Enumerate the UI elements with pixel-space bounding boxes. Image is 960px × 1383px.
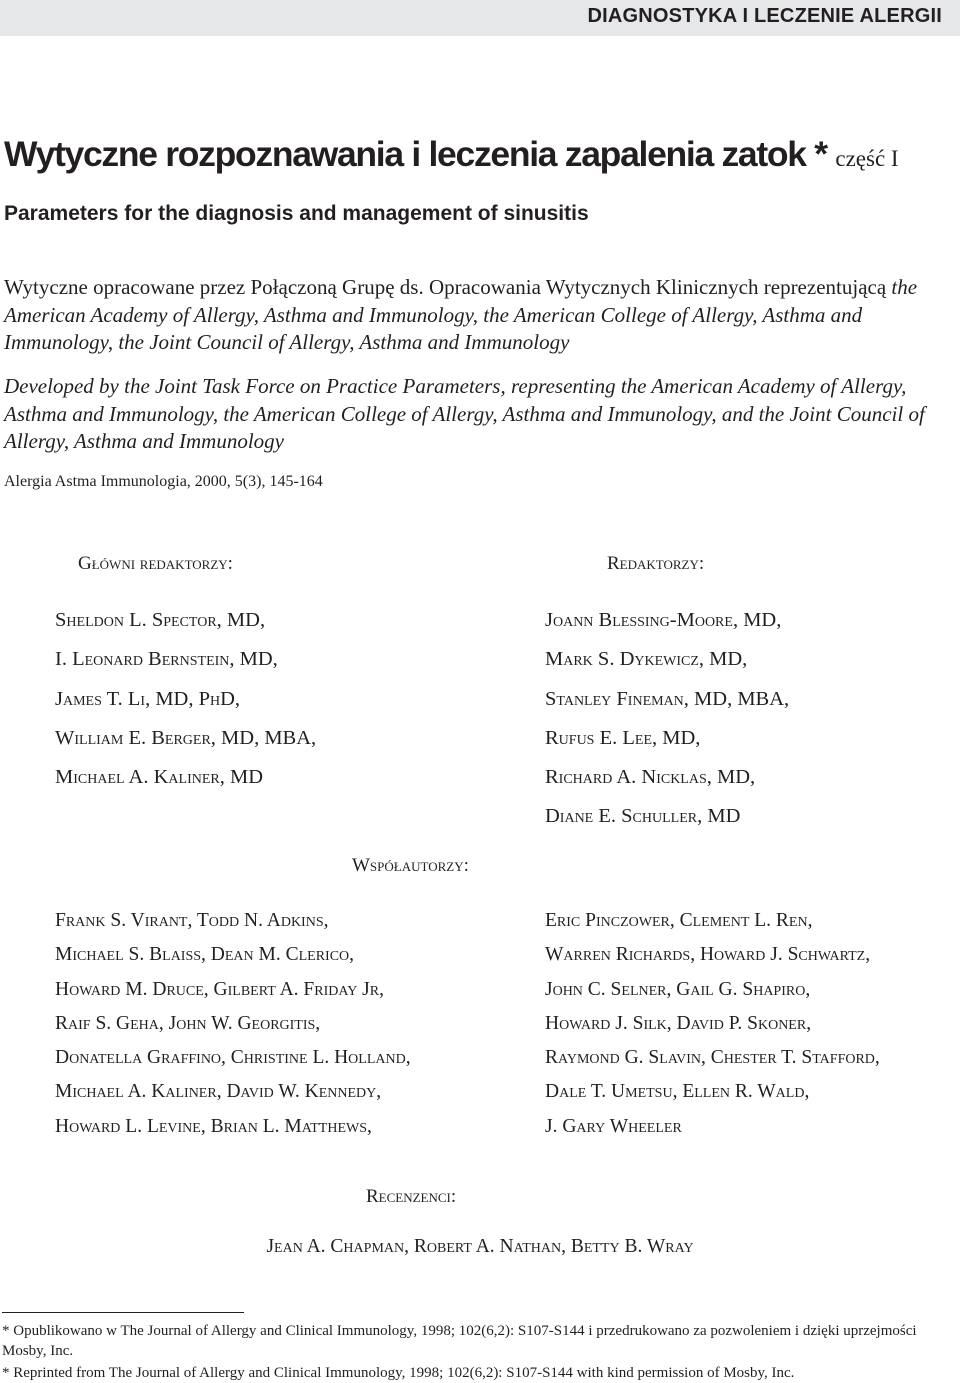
footnote-rule (2, 1312, 244, 1313)
title-part: część I (835, 146, 899, 171)
editors-heading: Redaktorzy: (607, 553, 705, 574)
coauthors-heading: Współautorzy: (352, 855, 469, 876)
editor-name: Rufus E. Lee, MD, (545, 726, 701, 749)
chief-editors-heading: Główni redaktorzy: (78, 553, 233, 574)
developed-pl-lead: Wytyczne opracowane przez Połączoną Grupę ds. Opracowania Wytycznych Klinicznych reprezentującą (4, 275, 892, 299)
reviewers-heading: Recenzenci: (366, 1186, 457, 1207)
coauthor-line: Frank S. Virant, Todd N. Adkins, (55, 910, 329, 931)
chief-editors-list (55, 601, 316, 797)
coauthors-right-list (545, 904, 880, 1144)
editor-name: Mark S. Dykewicz, MD, (545, 648, 748, 671)
developed-by-polish (4, 274, 952, 357)
coauthor-line: Eric Pinczower, Clement L. Ren, (545, 910, 813, 931)
coauthor-line: Raymond G. Slavin, Chester T. Stafford, (545, 1047, 880, 1069)
section-label: DIAGNOSTYKA I LECZENIE ALERGII (587, 5, 942, 27)
coauthor-line: Howard L. Levine, Brian L. Matthews, (55, 1115, 372, 1137)
coauthors-left-list (55, 904, 411, 1144)
coauthor-line: J. Gary Wheeler (545, 1115, 682, 1137)
editors-list (545, 601, 789, 837)
footnote-polish: * Opublikowano w The Journal of Allergy and Clinical Immunology, 1998; 102(6,2): S107-S144 i przedrukowano za pozwoleniem i dzięki uprzejmości Mosby, Inc. (2, 1323, 917, 1359)
developed-by-english: Developed by the Joint Task Force on Practice Parameters, representing the American Academy of Allergy, Asthma and Immunology, the American College of Allergy, Asthma and Immunology, and the Joint Council of Allergy, Asthma and Immunology (4, 374, 925, 453)
coauthor-line: Michael A. Kaliner, David W. Kennedy, (55, 1081, 382, 1103)
coauthor-line: Howard J. Silk, David P. Skoner, (545, 1012, 812, 1034)
chief-editor-name: William E. Berger, MD, MBA, (55, 726, 317, 749)
footnote-english: * Reprinted from The Journal of Allergy and Clinical Immunology, 1998; 102(6,2): S107-S144 with kind permission of Mosby, Inc. (2, 1365, 795, 1381)
section-header-bar (0, 0, 960, 36)
article-title (4, 134, 899, 175)
chief-editor-name: Sheldon L. Spector, MD, (55, 609, 266, 631)
chief-editor-name: I. Leonard Bernstein, MD, (55, 648, 278, 671)
coauthor-line: Dale T. Umetsu, Ellen R. Wald, (545, 1081, 810, 1103)
editor-name: Richard A. Nicklas, MD, (545, 766, 756, 789)
chief-editor-name: James T. Li, MD, PhD, (55, 687, 241, 710)
citation: Alergia Astma Immunologia, 2000, 5(3), 145-164 (4, 473, 323, 490)
editor-name: Joann Blessing-Moore, MD, (545, 609, 782, 631)
coauthor-line: Donatella Graffino, Christine L. Holland, (55, 1047, 411, 1069)
coauthor-line: Michael S. Blaiss, Dean M. Clerico, (55, 944, 355, 966)
chief-editor-name: Michael A. Kaliner, MD (55, 766, 264, 789)
coauthor-line: Howard M. Druce, Gilbert A. Friday Jr, (55, 978, 384, 1000)
editor-name: Stanley Fineman, MD, MBA, (545, 687, 790, 710)
developed-pl-italic: the American Academy of Allergy, Asthma and Immunology, the American College of Allergy, Asthma and Immunology, the Joint Council of Allergy, Asthma and Immunology (4, 275, 918, 354)
coauthor-line: John C. Selner, Gail G. Shapiro, (545, 978, 811, 1000)
coauthor-line: Warren Richards, Howard J. Schwartz, (545, 944, 871, 966)
title-text: Wytyczne rozpoznawania i leczenia zapalenia zatok * (4, 134, 827, 174)
article-subtitle: Parameters for the diagnosis and management of sinusitis (4, 202, 589, 225)
coauthor-line: Raif S. Geha, John W. Georgitis, (55, 1012, 321, 1034)
editor-name: Diane E. Schuller, MD (545, 805, 741, 828)
reviewers-list: Jean A. Chapman, Robert A. Nathan, Betty B. Wray (266, 1236, 694, 1257)
